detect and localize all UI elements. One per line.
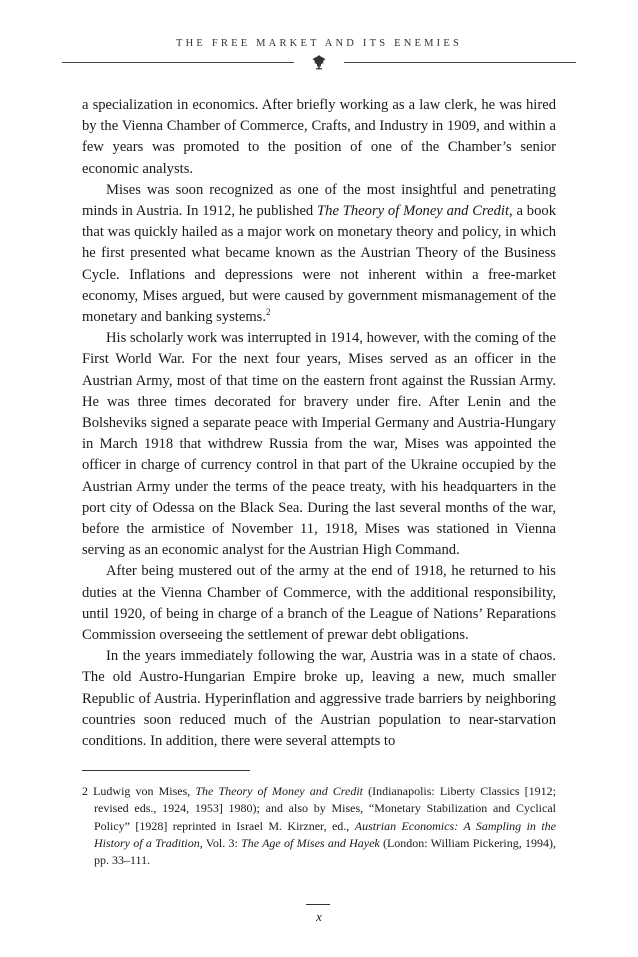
footnote-reference[interactable]: 2 xyxy=(266,307,271,318)
folio-rule xyxy=(306,904,330,905)
footnote-text: Ludwig von Mises, xyxy=(88,784,196,798)
paragraph-2 xyxy=(82,180,556,328)
header-ornament-rule xyxy=(62,54,576,70)
paragraph-5: In the years immediately following the war, Austria was in a state of chaos. The old Austro-Hungarian Empire broke up, leaving a new, much smaller Republic of Austria. Hyperinflation and aggressive trade barriers by neighboring countries soon reduced much of the Austrian population to near-starvation conditions. In addition, there were several attempts to xyxy=(82,648,556,750)
paragraph-2-text-a: Mises was soon recognized as one of the most insightful and penetrating minds in Austria. In 1912, he published xyxy=(82,181,556,220)
paragraph-2-text-b: a book that was quickly hailed as a major work on monetary theory and policy, in which he first presented what became known as the Austrian Theory of the Business Cycle. Inflations and depressions were not inherent within a free-market economy, Mises argued, but were caused by government mismanagement of the monetary and banking systems. xyxy=(82,203,556,326)
paragraph-4: After being mustered out of the army at the end of 1918, he returned to his duties at the Vienna Chamber of Commerce, with the additional responsibility, until 1920, of being in charge of a branch of the League of Nations’ Reparations Commission overseeing the settlement of prewar debt obligations. xyxy=(82,563,556,644)
page-number: x xyxy=(316,909,322,924)
fleuron-icon xyxy=(311,54,327,70)
footnote-text: (London: William Pickering, 1994), pp. 33–111. xyxy=(94,835,556,868)
footnote-rule xyxy=(82,770,250,771)
main-text xyxy=(82,95,556,752)
header-rule-left xyxy=(62,62,294,63)
header-rule-right xyxy=(344,62,576,63)
footnote-text: Vol. 3: xyxy=(202,835,242,850)
footnote-number: 2 xyxy=(82,784,88,798)
footnote-italic-title: The Age of Mises and Hayek xyxy=(241,835,380,850)
running-head: THE FREE MARKET AND ITS ENEMIES xyxy=(176,38,462,49)
paragraph-3: His scholarly work was interrupted in 1914, however, with the coming of the First World War. For the next four years, Mises served as an officer in the Austrian Army, most of that time on the eastern front against the Russian Army. He was three times decorated for bravery under fire. After Lenin and the Bolsheviks signed a separate peace with Imperial Germany and Austria-Hungary in March 1918 that withdrew Russia from the war, Mises was appointed the officer in charge of currency control in that part of the Ukraine occupied by the Austrian Army under the terms of the peace treaty, with his headquarters in the port city of Odessa on the Black Sea. During the last several months of the war, before the armistice of November 11, 1918, Mises was stationed in Vienna serving as an economic analyst for the Austrian High Command. xyxy=(82,330,556,559)
paragraph-1: a specialization in economics. After briefly working as a law clerk, he was hired by the Vienna Chamber of Commerce, Crafts, and Industry in 1909, and within a few years was promoted to the position of one of the Chamber’s senior economic analysts. xyxy=(82,97,556,177)
footnote xyxy=(82,783,556,869)
footnote-italic-title: The Theory of Money and Credit xyxy=(195,784,364,798)
book-title-italic: The Theory of Money and Credit, xyxy=(317,203,513,220)
footnote-text: (Indianapolis: Liberty Classics [1912; revised eds., 1924, 1953] 1980); and also by Mises, “Monetary Stabilization and Cyclical Policy” [1928] reprinted in Israel M. Kirzner, ed., xyxy=(94,784,557,833)
footnote-italic-title: Austrian Economics: A Sampling in the History of a Tradition, xyxy=(94,818,556,850)
